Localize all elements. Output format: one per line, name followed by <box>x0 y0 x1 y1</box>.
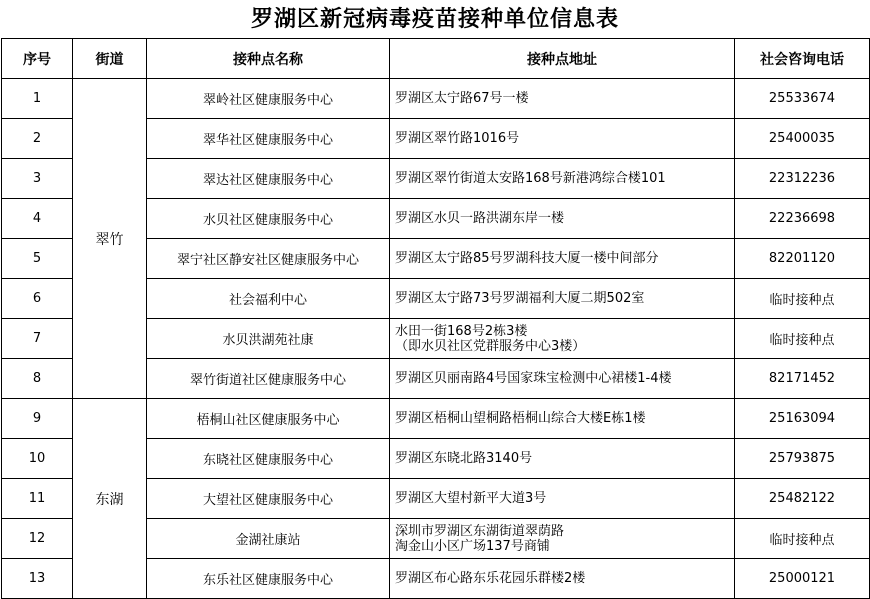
header-phone: 社会咨询电话 <box>735 39 870 79</box>
site-address-cell <box>390 319 735 359</box>
address-line: 深圳市罗湖区东湖街道翠荫路 <box>395 523 565 539</box>
page-title: 罗湖区新冠病毒疫苗接种单位信息表 <box>250 6 619 32</box>
site-address-cell <box>390 199 735 239</box>
seq-cell: 9 <box>2 399 73 439</box>
phone-cell: 82201120 <box>735 239 870 279</box>
address-line: 罗湖区翠竹路1016号 <box>395 131 520 146</box>
site-name-cell: 翠宁社区静安社区健康服务中心 <box>147 239 390 279</box>
site-address-cell <box>390 279 735 319</box>
site-name-cell: 水贝洪湖苑社康 <box>147 319 390 359</box>
address-line: 罗湖区大望村新平大道3号 <box>395 491 547 506</box>
site-address-cell <box>390 479 735 519</box>
phone-cell: 临时接种点 <box>735 519 870 559</box>
site-name-cell: 东晓社区健康服务中心 <box>147 439 390 479</box>
table-header-row <box>2 39 870 79</box>
header-seq: 序号 <box>2 39 73 79</box>
seq-cell: 5 <box>2 239 73 279</box>
address-line: 罗湖区太宁路85号罗湖科技大厦一楼中间部分 <box>395 251 659 266</box>
site-address-cell <box>390 239 735 279</box>
site-name-cell: 大望社区健康服务中心 <box>147 479 390 519</box>
phone-cell: 25000121 <box>735 559 870 599</box>
site-name-cell: 社会福利中心 <box>147 279 390 319</box>
seq-cell: 6 <box>2 279 73 319</box>
address-line: 罗湖区水贝一路洪湖东岸一楼 <box>395 211 565 226</box>
header-street: 街道 <box>73 39 147 79</box>
site-address-cell <box>390 519 735 559</box>
address-line: （即水贝社区党群服务中心3楼） <box>395 338 586 354</box>
table-body <box>2 79 870 599</box>
address-line: 罗湖区太宁路73号罗湖福利大厦二期502室 <box>395 291 645 306</box>
seq-cell: 11 <box>2 479 73 519</box>
phone-cell: 25482122 <box>735 479 870 519</box>
street-cell-donghu: 东湖 <box>73 399 147 599</box>
seq-cell: 1 <box>2 79 73 119</box>
address-line: 水田一街168号2栋3楼 <box>395 323 528 339</box>
address-line: 罗湖区布心路东乐花园乐群楼2楼 <box>395 571 586 586</box>
site-address-cell <box>390 399 735 439</box>
seq-cell: 13 <box>2 559 73 599</box>
phone-cell: 25163094 <box>735 399 870 439</box>
site-name-cell: 翠达社区健康服务中心 <box>147 159 390 199</box>
street-cell-cuizhu: 翠竹 <box>73 79 147 399</box>
site-name-cell: 水贝社区健康服务中心 <box>147 199 390 239</box>
phone-cell: 25400035 <box>735 119 870 159</box>
site-address-cell <box>390 119 735 159</box>
seq-cell: 8 <box>2 359 73 399</box>
phone-cell: 82171452 <box>735 359 870 399</box>
site-address-cell <box>390 159 735 199</box>
site-name-cell: 梧桐山社区健康服务中心 <box>147 399 390 439</box>
phone-cell: 临时接种点 <box>735 279 870 319</box>
address-line: 罗湖区贝丽南路4号国家珠宝检测中心裙楼1-4楼 <box>395 371 672 386</box>
vaccination-site-table <box>1 38 870 599</box>
seq-cell: 7 <box>2 319 73 359</box>
table-row <box>2 79 870 119</box>
address-line: 罗湖区梧桐山望桐路梧桐山综合大楼E栋1楼 <box>395 411 646 426</box>
address-line: 淘金山小区广场137号商铺 <box>395 538 550 554</box>
phone-cell: 25533674 <box>735 79 870 119</box>
phone-cell: 25793875 <box>735 439 870 479</box>
seq-cell: 4 <box>2 199 73 239</box>
site-name-cell: 翠华社区健康服务中心 <box>147 119 390 159</box>
site-name-cell: 翠岭社区健康服务中心 <box>147 79 390 119</box>
seq-cell: 3 <box>2 159 73 199</box>
address-line: 罗湖区翠竹街道太安路168号新港鸿综合楼101 <box>395 171 666 186</box>
table-row <box>2 399 870 439</box>
site-name-cell: 金湖社康站 <box>147 519 390 559</box>
site-address-cell <box>390 79 735 119</box>
header-site-address: 接种点地址 <box>390 39 735 79</box>
seq-cell: 12 <box>2 519 73 559</box>
seq-cell: 2 <box>2 119 73 159</box>
address-line: 罗湖区太宁路67号一楼 <box>395 91 529 106</box>
site-name-cell: 东乐社区健康服务中心 <box>147 559 390 599</box>
phone-cell: 22236698 <box>735 199 870 239</box>
site-address-cell <box>390 439 735 479</box>
phone-cell: 临时接种点 <box>735 319 870 359</box>
site-address-cell <box>390 559 735 599</box>
seq-cell: 10 <box>2 439 73 479</box>
phone-cell: 22312236 <box>735 159 870 199</box>
header-site-name: 接种点名称 <box>147 39 390 79</box>
site-name-cell: 翠竹街道社区健康服务中心 <box>147 359 390 399</box>
address-line: 罗湖区东晓北路3140号 <box>395 451 533 466</box>
site-address-cell <box>390 359 735 399</box>
